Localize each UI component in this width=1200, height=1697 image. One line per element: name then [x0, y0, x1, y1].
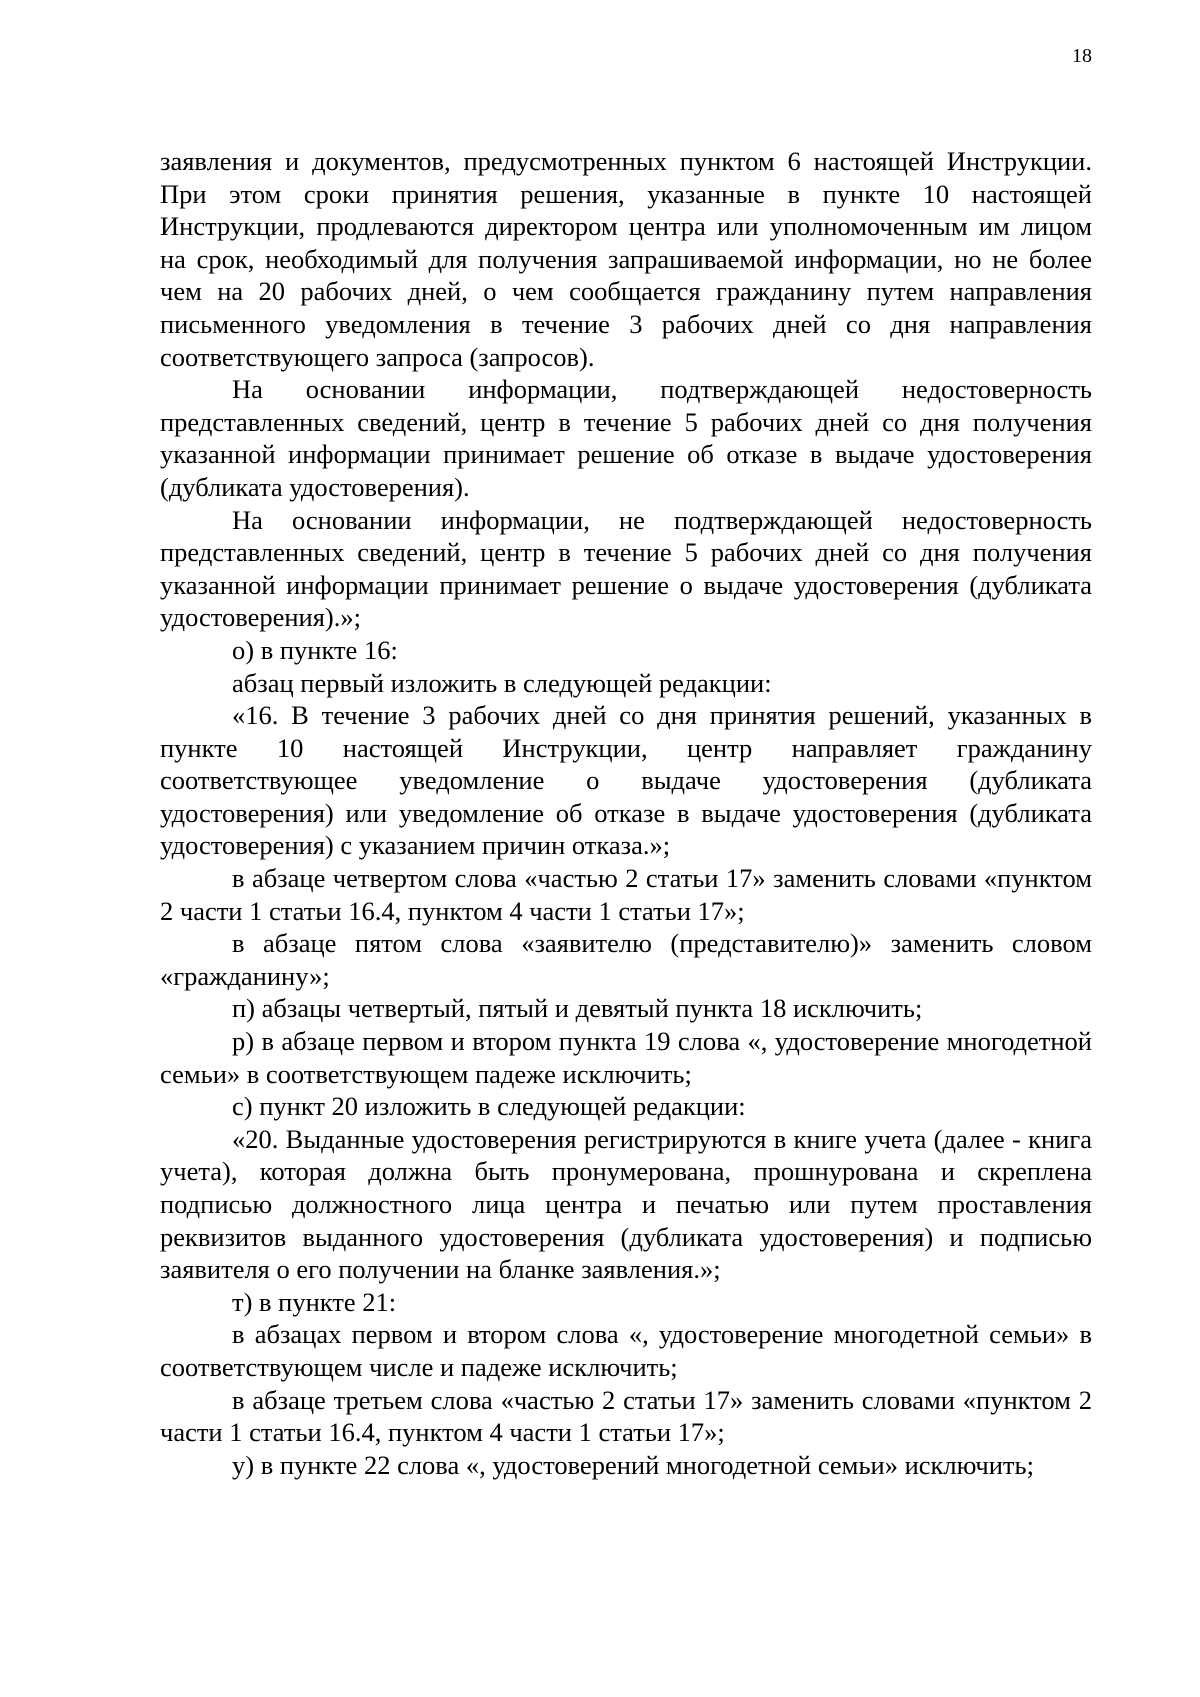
list-item: р) в абзаце первом и втором пункта 19 слова «, удостоверение многодетной семьи» в соответствующем падеже исключить; — [160, 1026, 1092, 1089]
list-item: п) абзацы четвертый, пятый и девятый пункта 18 исключить; — [232, 993, 923, 1024]
paragraph: в абзаце четвертом слова «частью 2 статьи 17» заменить словами «пунктом 2 части 1 статьи 16.4, пунктом 4 части 1 статьи 17»; — [160, 863, 1092, 926]
list-item: т) в пункте 21: — [232, 1286, 397, 1317]
paragraph: в абзаце третьем слова «частью 2 статьи 17» заменить словами «пунктом 2 части 1 статьи 16.4, пунктом 4 части 1 статьи 17»; — [160, 1384, 1092, 1448]
paragraph: в абзаце пятом слова «заявителю (представителю)» заменить словом «гражданину»; — [160, 928, 1092, 991]
paragraph: абзац первый изложить в следующей редакции: — [232, 667, 772, 698]
paragraph: На основании информации, подтверждающей недостоверность представленных сведений, центр в течение 5 рабочих дней со дня получения указанной информации принимает решение об отказе в выдаче удостоверения (дубликата удостоверения). — [160, 374, 1092, 502]
paragraph: в абзацах первом и втором слова «, удостоверение многодетной семьи» в соответствующем числе и падеже исключить; — [160, 1319, 1092, 1382]
quoted-paragraph: «16. В течение 3 рабочих дней со дня принятия решений, указанных в пункте 10 настоящей Инструкции, центр направляет гражданину соответствующее уведомление о выдаче удостоверения (дубликата удостоверения) или уведомление об отказе в выдаче удостоверения (дубликата удостоверения) с указанием причин отказа.»; — [160, 700, 1092, 861]
paragraph: заявления и документов, предусмотренных пунктом 6 настоящей Инструкции. При этом сроки принятия решения, указанные в пункте 10 настоящей Инструкции, продлеваются директором центра или уполномоченным им лицом на срок, необходимый для получения запрашиваемой информации, но не более чем на 20 рабочих дней, о чем сообщается гражданину путем направления письменного уведомления в течение 3 рабочих дней со дня направления соответствующего запроса (запросов). — [160, 146, 1092, 372]
list-item: у) в пункте 22 слова «, удостоверений многодетной семьи» исключить; — [232, 1449, 1034, 1480]
document-body — [160, 145, 1092, 1481]
list-item: о) в пункте 16: — [232, 634, 398, 665]
list-item: с) пункт 20 изложить в следующей редакции: — [232, 1091, 746, 1122]
paragraph: На основании информации, не подтверждающей недостоверность представленных сведений, центр в течение 5 рабочих дней со дня получения указанной информации принимает решение о выдаче удостоверения (дубликата удостоверения).»; — [160, 504, 1092, 633]
page-number: 18 — [1072, 45, 1092, 67]
quoted-paragraph: «20. Выданные удостоверения регистрируются в книге учета (далее - книга учета), которая должна быть пронумерована, прошнурована и скреплена подписью должностного лица центра и печатью или путем проставления реквизитов выданного удостоверения (дубликата удостоверения) и подписью заявителя о его получении на бланке заявления.»; — [160, 1123, 1092, 1285]
